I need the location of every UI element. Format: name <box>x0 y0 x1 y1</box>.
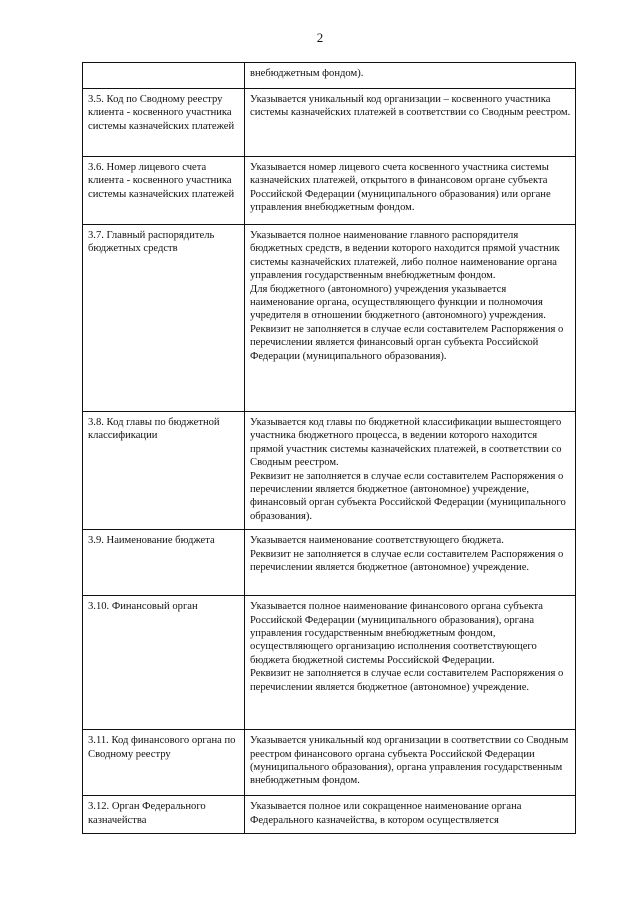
requisite-description-cell: Указывается уникальный код организации в соответствии со Сводным реестром финансового органа субъекта Российской Федерации (муниципального образования), органа управления государственным внебюджетным фондом. <box>245 730 576 796</box>
requisite-description-cell: Указывается код главы по бюджетной классификации вышестоящего участника бюджетного процесса, в ведении которого находится прямой участник системы казначейских платежей, в соответствии со Сводным реестром. Реквизит не заполняется в случае если составителем Распоряжения о перечислении является бюджетное (автономное) учреждение, финансовый орган субъекта Российской Федерации (муниципального образования). <box>245 412 576 530</box>
requisite-description-cell: внебюджетным фондом). <box>245 63 576 89</box>
requisite-description-cell: Указывается полное наименование главного распорядителя бюджетных средств, в ведении которого находится прямой участник системы казначейских платежей, либо полное наименование органа управления государственным внебюджетным фондом. Для бюджетного (автономного) учреждения указывается наименование органа, осуществляющего функции и полномочия учредителя в отношении бюджетного (автономного) учреждения. Реквизит не заполняется в случае если составителем Распоряжения о перечислении является финансовый орган субъекта Российской Федерации (муниципального образования). <box>245 225 576 412</box>
table-row <box>83 730 576 796</box>
page-number: 2 <box>316 30 324 45</box>
requisite-name-cell <box>83 63 245 89</box>
table-row <box>83 157 576 225</box>
requisite-name-cell: 3.5. Код по Сводному реестру клиента - косвенного участника системы казначейских платежей <box>83 89 245 157</box>
requisite-description-cell: Указывается номер лицевого счета косвенного участника системы казначейских платежей, открытого в финансовом органе субъекта Российской Федерации (муниципального образования) или органе управления внебюджетным фондом. <box>245 157 576 225</box>
requisite-description-cell: Указывается наименование соответствующего бюджета. Реквизит не заполняется в случае если составителем Распоряжения о перечислении является бюджетное (автономное) учреждение. <box>245 530 576 596</box>
table-row <box>83 596 576 730</box>
requisite-name-cell: 3.8. Код главы по бюджетной классификации <box>83 412 245 530</box>
requisite-name-cell: 3.10. Финансовый орган <box>83 596 245 730</box>
requisite-name-cell: 3.7. Главный распорядитель бюджетных средств <box>83 225 245 412</box>
table-row <box>83 412 576 530</box>
requisites-table <box>82 62 576 834</box>
requisite-name-cell: 3.11. Код финансового органа по Сводному реестру <box>83 730 245 796</box>
table-row <box>83 225 576 412</box>
requisite-description-cell: Указывается полное или сокращенное наименование органа Федерального казначейства, в котором осуществляется <box>245 796 576 834</box>
table-row <box>83 796 576 834</box>
requisite-description-cell: Указывается уникальный код организации – косвенного участника системы казначейских платежей в соответствии со Сводным реестром. <box>245 89 576 157</box>
requisite-description-cell: Указывается полное наименование финансового органа субъекта Российской Федерации (муниципального образования), органа управления государственным внебюджетным фондом, осуществляющего организацию исполнения соответствующего бюджета бюджетной системы Российской Федерации. Реквизит не заполняется в случае если составителем Распоряжения о перечислении является бюджетное (автономное) учреждение. <box>245 596 576 730</box>
requisite-name-cell: 3.6. Номер лицевого счета клиента - косвенного участника системы казначейских платежей <box>83 157 245 225</box>
table-row <box>83 530 576 596</box>
table-row <box>83 63 576 89</box>
requisite-name-cell: 3.12. Орган Федерального казначейства <box>83 796 245 834</box>
requisite-name-cell: 3.9. Наименование бюджета <box>83 530 245 596</box>
table-row <box>83 89 576 157</box>
